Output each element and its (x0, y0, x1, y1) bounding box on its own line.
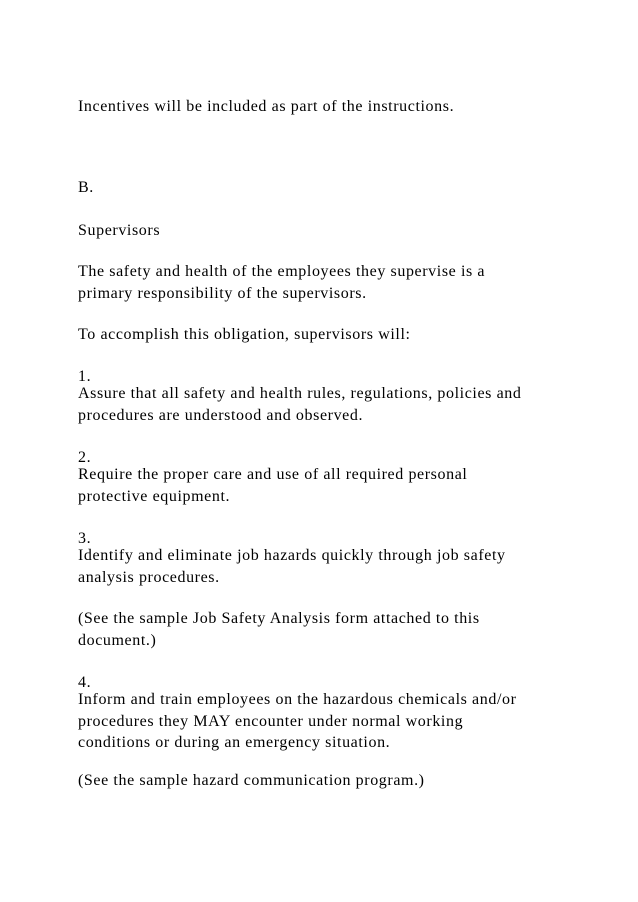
section-letter: B. (78, 179, 94, 196)
paragraph-line: To accomplish this obligation, supervisors will: (78, 326, 411, 343)
list-item-line: analysis procedures. (78, 569, 220, 586)
list-item-note: (See the sample hazard communication program.) (78, 772, 425, 789)
list-item-line: Inform and train employees on the hazardous chemicals and/or (78, 691, 517, 708)
list-item-line: procedures are understood and observed. (78, 407, 364, 424)
list-item-number: 1. (78, 368, 92, 385)
paragraph-line: primary responsibility of the supervisors. (78, 285, 367, 302)
list-item-line: protective equipment. (78, 488, 231, 505)
list-item-line: Require the proper care and use of all required personal (78, 466, 468, 483)
list-item-line: Assure that all safety and health rules, regulations, policies and (78, 385, 522, 402)
list-item-number: 4. (78, 674, 92, 691)
list-item-number: 3. (78, 530, 92, 547)
list-item-note: document.) (78, 632, 157, 649)
intro-text: Incentives will be included as part of the instructions. (78, 98, 455, 115)
list-item-number: 2. (78, 449, 92, 466)
paragraph-line: The safety and health of the employees they supervise is a (78, 263, 486, 280)
list-item-note: (See the sample Job Safety Analysis form attached to this (78, 610, 480, 627)
section-title: Supervisors (78, 222, 161, 239)
list-item-line: conditions or during an emergency situation. (78, 734, 391, 751)
list-item-line: Identify and eliminate job hazards quickly through job safety (78, 547, 506, 564)
list-item-line: procedures they MAY encounter under normal working (78, 713, 464, 730)
